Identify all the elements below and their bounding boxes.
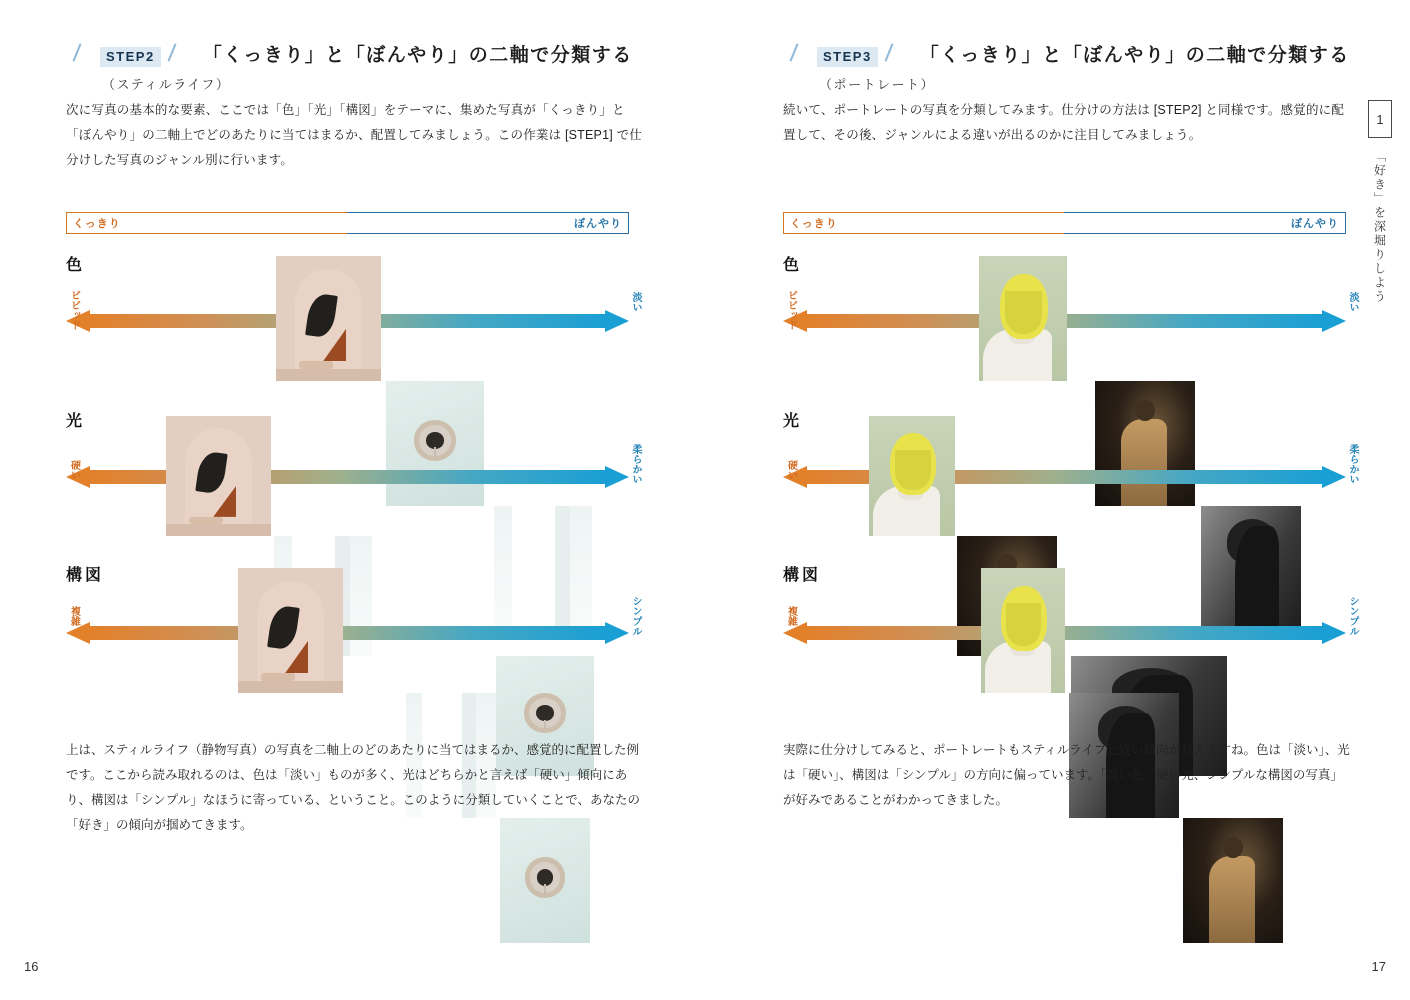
- slash-icon-right: [167, 44, 189, 61]
- photo-portrait-a: [979, 256, 1067, 381]
- axis-cap-left: ビビッド: [68, 290, 80, 330]
- photo-stilllife-a: [238, 568, 343, 693]
- slash-icon-left: [72, 44, 94, 61]
- axis-cap-left: ビビッド: [785, 290, 797, 330]
- row-title: 色: [783, 257, 803, 274]
- chapter-title: 「好き」を深堀りしよう: [1372, 150, 1387, 304]
- step-badge-left: STEP2: [100, 47, 161, 67]
- row-title: 光: [66, 413, 86, 430]
- page-title: 「くっきり」と「ぼんやり」の二軸で分類する: [202, 45, 633, 66]
- row-light: [66, 408, 641, 538]
- row-color: [66, 252, 641, 382]
- axis-cap-right: シンプル: [1347, 596, 1358, 636]
- axis-composition: [66, 626, 629, 640]
- row-light: [783, 408, 1358, 538]
- axis-light: [783, 470, 1346, 484]
- photo-stilllife-a: [166, 416, 271, 536]
- left-header: [66, 40, 666, 93]
- right-header: [783, 40, 1383, 93]
- axis-line: [88, 626, 607, 640]
- page-number: 17: [1371, 959, 1386, 974]
- axis-arrow-right: [1322, 310, 1346, 332]
- range-bar: [783, 212, 1346, 234]
- axis-cap-left: 硬い: [68, 460, 80, 480]
- lead-paragraph: 次に写真の基本的な要素、ここでは「色」「光」「構図」をテーマに、集めた写真が「くっきり」と「ぼんやり」の二軸上でどのあたりに当てはまるか、配置してみましょう。この作業は [STEP1] で仕分けした写真のジャンル別に行います。: [66, 103, 642, 167]
- axis-cap-left: 複雑: [68, 606, 80, 626]
- axis-light: [66, 470, 629, 484]
- chapter-number: 1: [1368, 100, 1392, 138]
- axis-cap-right: 柔らかい: [1347, 444, 1358, 484]
- range-bar: [66, 212, 629, 234]
- photo-stilllife-a: [276, 256, 381, 381]
- axis-cap-right: 柔らかい: [630, 444, 641, 484]
- photo-portrait-a: [981, 568, 1065, 693]
- row-color: [783, 252, 1358, 382]
- page-title: 「くっきり」と「ぼんやり」の二軸で分類する: [919, 45, 1350, 66]
- summary-caption: 上は、スティルライフ（静物写真）の写真を二軸上のどのあたりに当てはまるか、感覚的に配置した例です。ここから読み取れるのは、色は「淡い」ものが多く、光はどちらかと言えば「硬い」傾向にあり、構図は「シンプル」なほうに寄っている、ということ。このように分類していくことで、あなたの「好き」の傾向が掴めてきます。: [66, 743, 640, 832]
- range-left-label: くっきり: [73, 218, 121, 230]
- axis-cap-right: 淡い: [630, 292, 641, 312]
- page-number: 16: [24, 959, 39, 974]
- axis-arrow-right: [605, 466, 629, 488]
- range-right-label: ぼんやり: [1291, 218, 1339, 230]
- row-title: 色: [66, 257, 86, 274]
- row-composition: [66, 562, 641, 692]
- row-title: 光: [783, 413, 803, 430]
- lead-paragraph: 続いて、ポートレートの写真を分類してみます。仕分けの方法は [STEP2] と同様です。感覚的に配置して、その後、ジャンルによる違いが出るのかに注目してみましょう。: [783, 103, 1345, 142]
- row-composition: [783, 562, 1358, 692]
- side-tab: [1368, 100, 1392, 304]
- page-subtitle: （スティルライフ）: [102, 77, 231, 92]
- step-badge-right: STEP3: [817, 47, 878, 67]
- range-left-label: くっきり: [790, 218, 838, 230]
- slash-icon-right: [884, 44, 906, 61]
- right-page: [705, 0, 1410, 1000]
- row-title: 構図: [783, 567, 822, 584]
- range-right-label: ぼんやり: [574, 218, 622, 230]
- photo-portrait-b: [1183, 818, 1283, 943]
- axis-cap-right: 淡い: [1347, 292, 1358, 312]
- slash-icon-left: [789, 44, 811, 61]
- axis-cap-left: 複雑: [785, 606, 797, 626]
- summary-caption: 実際に仕分けしてみると、ポートレートもスティルライフと近い傾向が見えますね。色は「淡い」、光は「硬い」、構図は「シンプル」の方向に偏っています。「淡い色、硬い光、シンプルな構図の写真」が好みであることがわかってきました。: [783, 743, 1350, 807]
- axis-arrow-right: [605, 622, 629, 644]
- axis-arrow-right: [1322, 622, 1346, 644]
- axis-arrow-right: [605, 310, 629, 332]
- axis-cap-right: シンプル: [630, 596, 641, 636]
- axis-cap-left: 硬い: [785, 460, 797, 480]
- page-subtitle: （ポートレート）: [819, 77, 936, 92]
- photo-portrait-a: [869, 416, 955, 536]
- axis-arrow-right: [1322, 466, 1346, 488]
- row-title: 構図: [66, 567, 105, 584]
